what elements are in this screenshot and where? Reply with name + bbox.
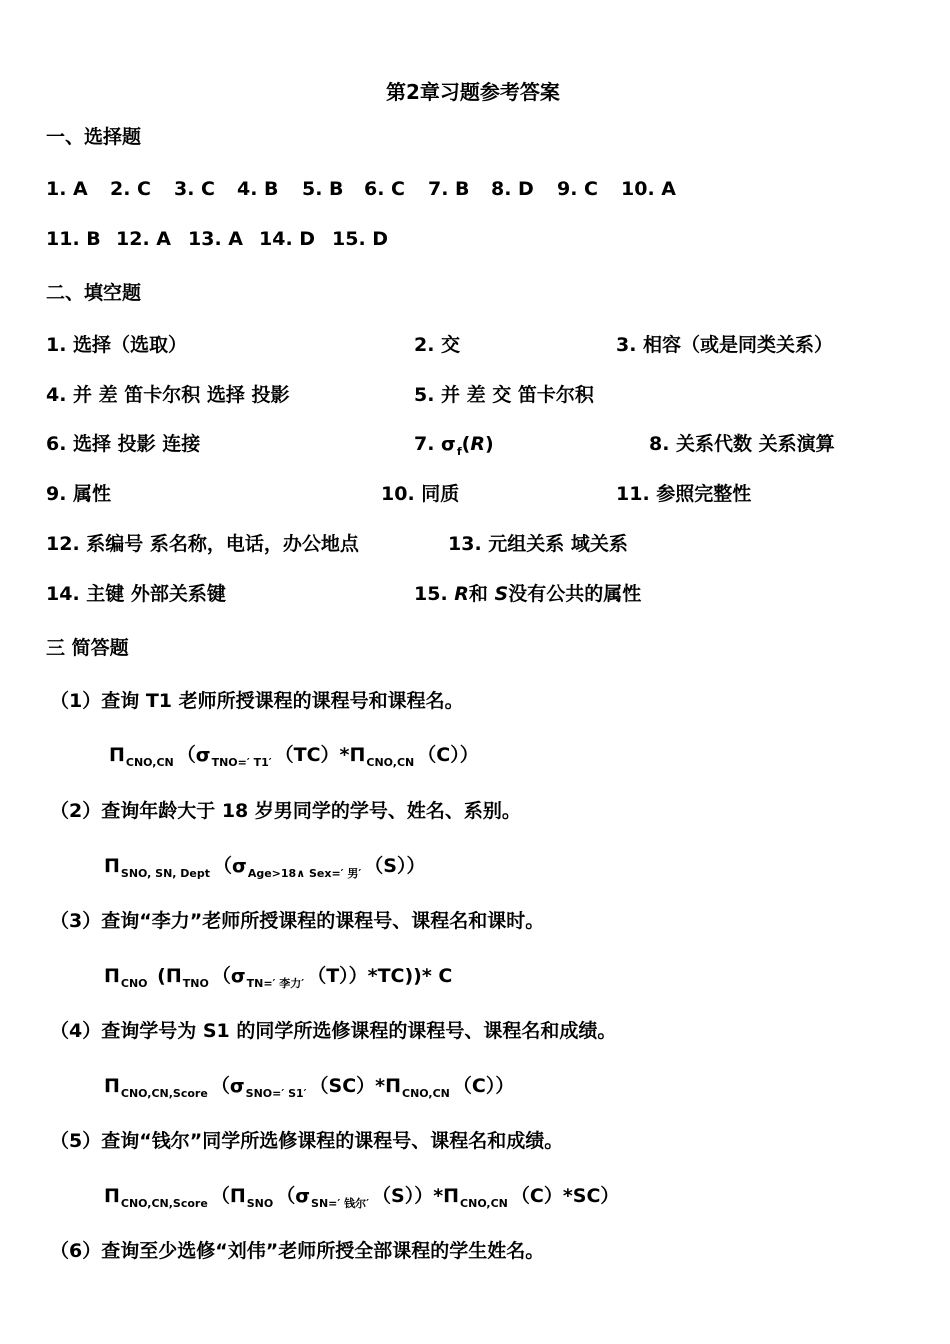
question: （5）查询“钱尔”同学所选修课程的课程号、课程名和成绩。 xyxy=(50,1130,564,1152)
page-title: 第2章习题参考答案 xyxy=(386,80,560,104)
formula: $\Pi_{CNO,CN,Score}$ （$\sigma_{SNO=' S1'}$ $(SC)*\Pi_{CNO,CN}$ （C）） xyxy=(104,1075,515,1100)
choice-answer: 4. B xyxy=(237,178,279,200)
choice-answer: 3. C xyxy=(174,178,215,200)
fill-answer: 1. 选择（选取） xyxy=(46,334,188,356)
choice-answer: 8. D xyxy=(491,178,534,200)
fill-answer: 10. 同质 xyxy=(381,483,460,505)
question: （4）查询学号为 S1 的同学所选修课程的课程号、课程名和成绩。 xyxy=(50,1020,617,1042)
choice-answer: 11. B xyxy=(46,228,101,250)
choice-answer: 1. A xyxy=(46,178,88,200)
fill-answer: 2. 交 xyxy=(414,334,461,356)
choice-answer: 12. A xyxy=(116,228,171,250)
choice-answer: 2. C xyxy=(110,178,151,200)
choice-answer: 10. A xyxy=(621,178,676,200)
formula: $\Pi_{CNO,CN}$ （$\sigma_{TNO=' T1'}$ $(TC)*\Pi_{CNO,CN}$ （C）） xyxy=(109,744,479,769)
choice-answer: 7. B xyxy=(428,178,470,200)
question: （3）查询“李力”老师所授课程的课程号、课程名和课时。 xyxy=(50,910,545,932)
section-heading-short: 三 简答题 xyxy=(46,637,129,659)
choice-answer: 9. C xyxy=(557,178,598,200)
formula: $\Pi_{CNO}$ ($\Pi_{TNO}$ （$\sigma_{TN=' 李力'}$ （T））*TC))* C xyxy=(104,965,453,990)
fill-answer: 9. 属性 xyxy=(46,483,112,505)
choice-answer: 14. D xyxy=(259,228,316,250)
section-heading-fill: 二、填空题 xyxy=(46,282,142,304)
question: （2）查询年龄大于 18 岁男同学的学号、姓名、系别。 xyxy=(50,800,521,822)
fill-answer: 12. 系编号 系名称，电话，办公地点 xyxy=(46,533,359,555)
fill-answer: 5. 并 差 交 笛卡尔积 xyxy=(414,384,594,406)
fill-answer: 13. 元组关系 域关系 xyxy=(448,533,628,555)
fill-answer: 6. 选择 投影 连接 xyxy=(46,433,201,455)
choice-answer: 15. D xyxy=(332,228,389,250)
fill-answer: 4. 并 差 笛卡尔积 选择 投影 xyxy=(46,384,290,406)
fill-answer: 8. 关系代数 关系演算 xyxy=(649,433,835,455)
fill-answer: 14. 主键 外部关系键 xyxy=(46,583,226,605)
choice-answer: 6. C xyxy=(364,178,405,200)
formula: $\Pi_{CNO,CN,Score}$ （$\Pi_{SNO}$ （$\sigma_{SN=' 钱尔'}$ $(S))*\Pi_{CNO,CN}$ （C）*SC） xyxy=(104,1185,620,1210)
question: （1）查询 T1 老师所授课程的课程号和课程名。 xyxy=(50,690,464,712)
fill-answer-7: 7. $\sigma_f(R)$ xyxy=(414,433,494,458)
fill-answer: 3. 相容（或是同类关系） xyxy=(616,334,834,356)
formula: $\Pi_{SNO, SN, Dept}$ （$\sigma_{Age>18\wedge Sex=' 男'}$ （S）） xyxy=(104,855,426,880)
choice-answer: 5. B xyxy=(302,178,344,200)
fill-answer: 11. 参照完整性 xyxy=(616,483,752,505)
question: （6）查询至少选修“刘伟”老师所授全部课程的学生姓名。 xyxy=(50,1240,545,1262)
choice-answer: 13. A xyxy=(188,228,243,250)
fill-answer-15: 15. R和 S没有公共的属性 xyxy=(414,583,642,605)
section-heading-choice: 一、选择题 xyxy=(46,126,142,148)
